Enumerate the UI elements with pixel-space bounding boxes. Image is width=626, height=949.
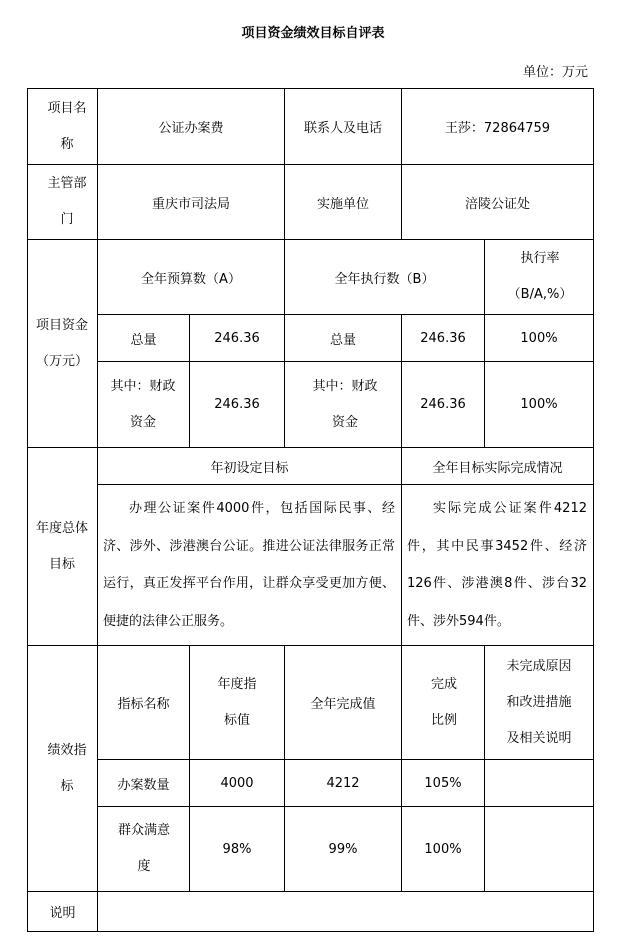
funds-fiscal-rate: 100% xyxy=(520,397,558,412)
satisfaction-reason xyxy=(485,807,593,891)
initial-goal-header: 年初设定目标 xyxy=(210,460,289,476)
budget-header: 全年预算数（A） xyxy=(141,271,241,287)
impl-value: 涪陵公证处 xyxy=(464,196,530,212)
funds-total-label: 总量 xyxy=(130,332,157,348)
indicator-name-header: 指标名称 xyxy=(117,697,170,712)
indicator-satisfaction: 群众满意度 xyxy=(118,823,171,874)
case-count-actual: 4212 xyxy=(326,775,360,791)
funds-fiscal-exec: 246.36 xyxy=(420,397,466,412)
funds-fiscal-budget: 246.36 xyxy=(214,397,260,412)
grid-line xyxy=(27,88,28,932)
funds-total-budget: 246.36 xyxy=(214,330,260,346)
funds-fiscal-label-exec: 其中：财政资金 xyxy=(312,378,378,430)
note-label: 说明 xyxy=(49,906,76,921)
satisfaction-ratio: 100% xyxy=(424,841,462,857)
funds-total-rate: 100% xyxy=(520,330,558,346)
funds-fiscal-label: 其中：财政资金 xyxy=(110,378,176,430)
project-name-label: 项目名称 xyxy=(47,100,87,152)
satisfaction-target: 98% xyxy=(222,841,252,857)
initial-goal-text: 办理公证案件4000件，包括国际民事、经济、涉外、涉港澳台公证。推进公证法律服务正常运行，真正发挥平台作用，让群众享受更加方便、便捷的法律公正服务。 xyxy=(103,501,395,629)
grid-line xyxy=(97,484,594,485)
case-count-ratio: 105% xyxy=(424,775,462,791)
completion-ratio-header: 完成比例 xyxy=(430,676,457,728)
reason-header: 未完成原因和改进措施及相关说明 xyxy=(506,658,572,746)
grid-line xyxy=(593,88,594,932)
note-value xyxy=(98,892,593,931)
contact-value: 王莎：72864759 xyxy=(444,121,551,136)
performance-label: 绩效指标 xyxy=(47,742,87,794)
dept-value: 重庆市司法局 xyxy=(151,196,230,212)
impl-label: 实施单位 xyxy=(316,196,369,212)
funds-total-label-exec: 总量 xyxy=(329,332,356,348)
satisfaction-actual: 99% xyxy=(328,841,358,857)
case-count-target: 4000 xyxy=(220,775,254,791)
annual-actual-header: 全年完成值 xyxy=(310,697,376,712)
dept-label: 主管部门 xyxy=(47,176,87,227)
grid-line xyxy=(27,931,594,932)
contact-label: 联系人及电话 xyxy=(303,121,382,136)
unit-label: 单位：万元 xyxy=(522,65,588,80)
funds-total-exec: 246.36 xyxy=(420,330,466,346)
exec-header: 全年执行数（B） xyxy=(334,271,435,287)
case-count-reason xyxy=(485,760,593,806)
goals-label: 年度总体目标 xyxy=(35,520,88,572)
actual-goal-text: 实际完成公证案件4212件，其中民事3452件、经济126件、涉港澳8件、涉台32件、涉外594件。 xyxy=(407,501,587,629)
annual-target-header: 年度指标值 xyxy=(217,676,257,728)
indicator-case-count: 办案数量 xyxy=(117,777,170,793)
page-title: 项目资金绩效目标自评表 xyxy=(241,26,385,41)
actual-goal-header: 全年目标实际完成情况 xyxy=(432,460,563,476)
funds-label: 项目资金（万元） xyxy=(35,317,88,369)
project-name-value: 公证办案费 xyxy=(158,121,224,136)
rate-header: 执行率（B/A,%） xyxy=(507,251,573,302)
